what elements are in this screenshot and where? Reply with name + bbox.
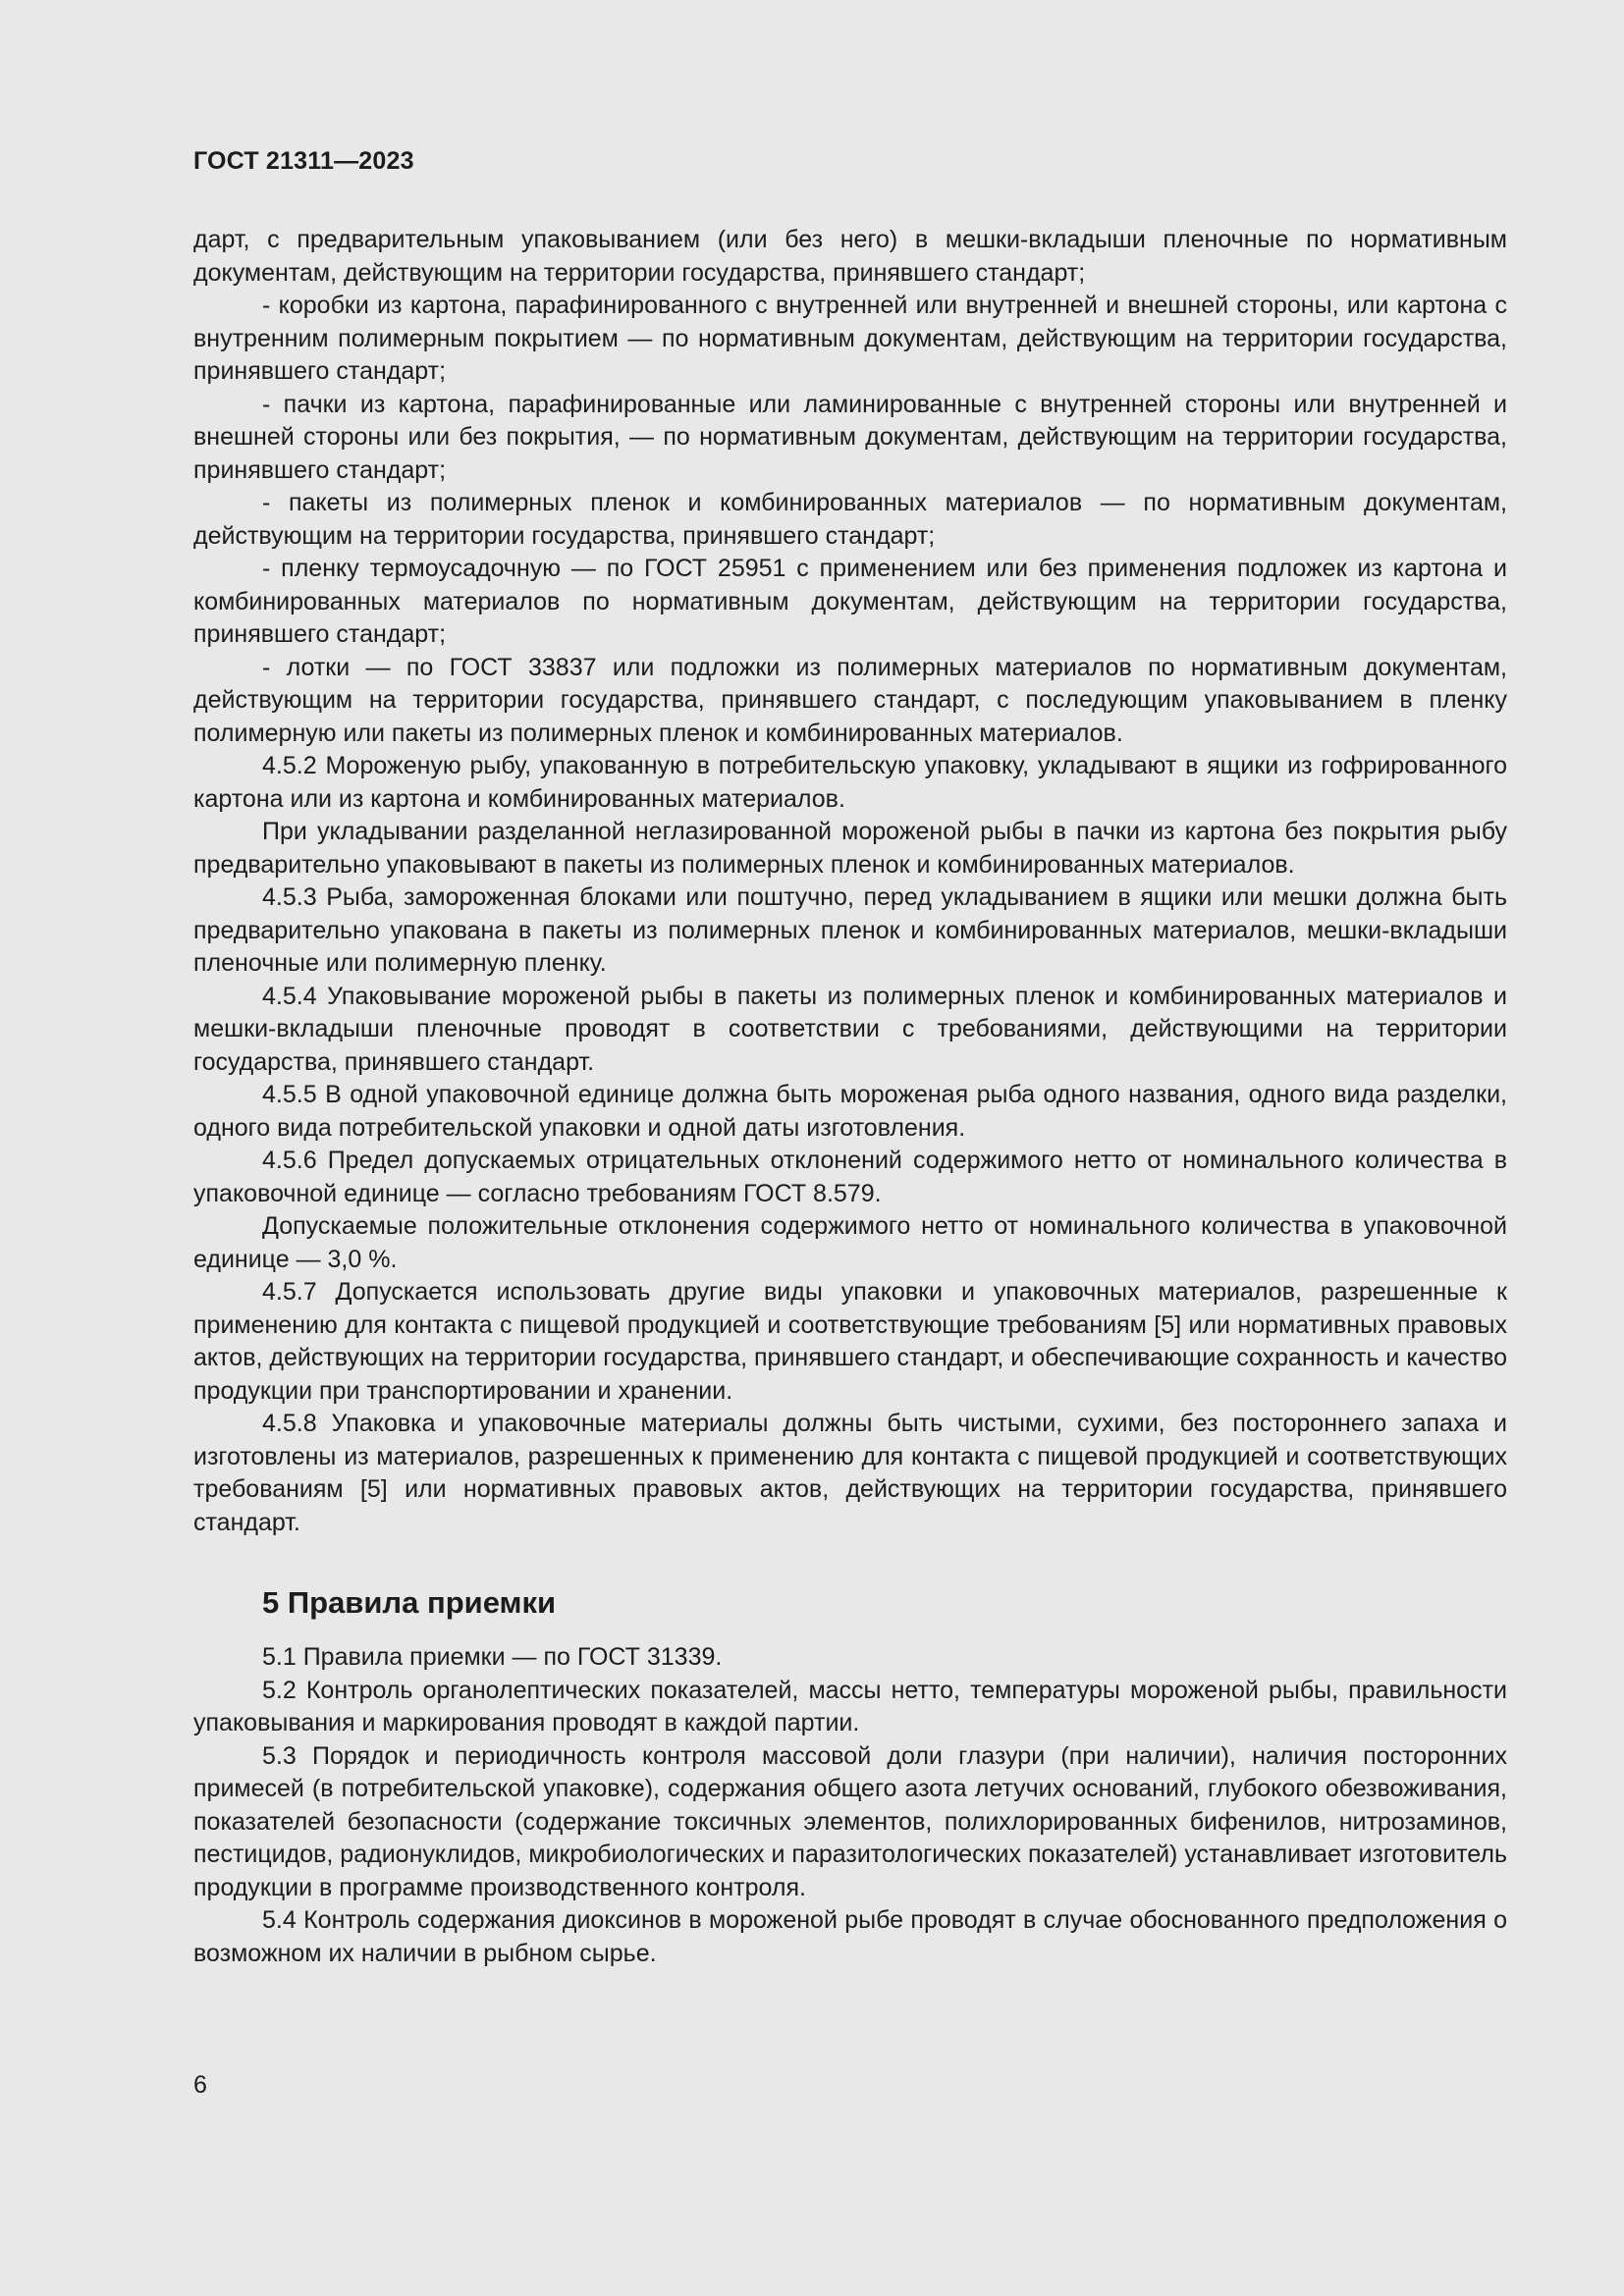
clause-4-5-2-note: При укладывании разделанной неглазированной мороженой рыбы в пачки из картона без покрытия рыбу предварительно упаковывают в пакеты из полимерных пленок и комбинированных материалов. <box>193 818 1507 879</box>
clause-5-1: 5.1 Правила приемки — по ГОСТ 31339. <box>262 1643 723 1671</box>
list-item-cardboard-packs: - пачки из картона, парафинированные или ламинированные с внутренней стороны или внутренней и внешней стороны или без покрытия, — по нормативным документам, действующим на территории государства, принявшего стандарт; <box>193 390 1507 484</box>
clause-5-2: 5.2 Контроль органолептических показателей, массы нетто, температуры мороженой рыбы, правильности упаковывания и маркирования проводят в каждой партии. <box>193 1676 1507 1736</box>
clause-4-5-6: 4.5.6 Предел допускаемых отрицательных отклонений содержимого нетто от номинального количества в упаковочной единице — согласно требованиям ГОСТ 8.579. <box>193 1147 1507 1207</box>
document-header: ГОСТ 21311—2023 <box>193 147 414 175</box>
clause-4-5-4: 4.5.4 Упаковывание мороженой рыбы в пакеты из полимерных пленок и комбинированных материалов и мешки-вкладыши пленочные проводят в соответствии с требованиями, действующими на территории государства, принявшего стандарт. <box>193 982 1507 1076</box>
list-item-cardboard-boxes: - коробки из картона, парафинированного с внутренней или внутренней и внешней стороны, или картона с внутренним полимерным покрытием — по нормативным документам, действующим на территории государства, принявшего стандарт; <box>193 292 1507 385</box>
list-item-trays: - лотки — по ГОСТ 33837 или подложки из полимерных материалов по нормативным документам, действующим на территории государства, принявшего стандарт, с последующим упаковыванием в пленку полимерную или пакеты из полимерных пленок и комбинированных материалов. <box>193 653 1507 747</box>
clause-5-4: 5.4 Контроль содержания диоксинов в мороженой рыбе проводят в случае обоснованного предположения о возможном их наличии в рыбном сырье. <box>193 1906 1507 1967</box>
clause-5-3: 5.3 Порядок и периодичность контроля массовой доли глазури (при наличии), наличия посторонних примесей (в потребительской упаковке), содержания общего азота летучих оснований, глубокого обезвоживания, показателей безопасности (содержание токсичных элементов, полихлорированных бифенилов, нитрозаминов, пестицидов, радионуклидов, микробиологических и паразитологических показателей) устанавливает изготовитель продукции в программе производственного контроля. <box>193 1741 1507 1901</box>
list-item-shrink-film: - пленку термоусадочную — по ГОСТ 25951 с применением или без применения подложек из картона и комбинированных материалов по нормативным документам, действующим на территории государства, принявшего стандарт; <box>193 555 1507 648</box>
page-number: 6 <box>193 2071 207 2099</box>
clause-4-5-6-note: Допускаемые положительные отклонения содержимого нетто от номинального количества в упаковочной единице — 3,0 %. <box>193 1212 1507 1273</box>
clause-4-5-7: 4.5.7 Допускается использовать другие виды упаковки и упаковочных материалов, разрешенные к применению для контакта с пищевой продукцией и соответствующие требованиям [5] или нормативных правовых актов, действующих на территории государства, принявшего стандарт, и обеспечивающие сохранность и качество продукции при транспортировании и хранении. <box>193 1278 1507 1405</box>
section-title: 5 Правила приемки <box>262 1585 557 1620</box>
paragraph-continuation: дарт, с предварительным упаковыванием (или без него) в мешки-вкладыши пленочные по нормативным документам, действующим на территории государства, принявшего стандарт; <box>193 226 1507 287</box>
clause-4-5-5: 4.5.5 В одной упаковочной единице должна быть мороженая рыба одного названия, одного вида разделки, одного вида потребительской упаковки и одной даты изготовления. <box>193 1081 1507 1142</box>
clause-4-5-2: 4.5.2 Мороженую рыбу, упакованную в потребительскую упаковку, укладывают в ящики из гофрированного картона или из картона и комбинированных материалов. <box>193 752 1507 813</box>
clause-4-5-3: 4.5.3 Рыба, замороженная блоками или поштучно, перед укладыванием в ящики или мешки должна быть предварительно упакована в пакеты из полимерных пленок и комбинированных материалов, мешки-вкладыши пленочные или полимерную пленку. <box>193 883 1507 977</box>
clause-4-5-8: 4.5.8 Упаковка и упаковочные материалы должны быть чистыми, сухими, без постороннего запаха и изготовлены из материалов, разрешенных к применению для контакта с пищевой продукцией и соответствующих требованиям [5] или нормативных правовых актов, действующих на территории государства, принявшего стандарт. <box>193 1410 1507 1536</box>
list-item-polymer-bags: - пакеты из полимерных пленок и комбинированных материалов — по нормативным документам, действующим на территории государства, принявшего стандарт; <box>193 489 1507 550</box>
document-body <box>193 224 1507 1970</box>
